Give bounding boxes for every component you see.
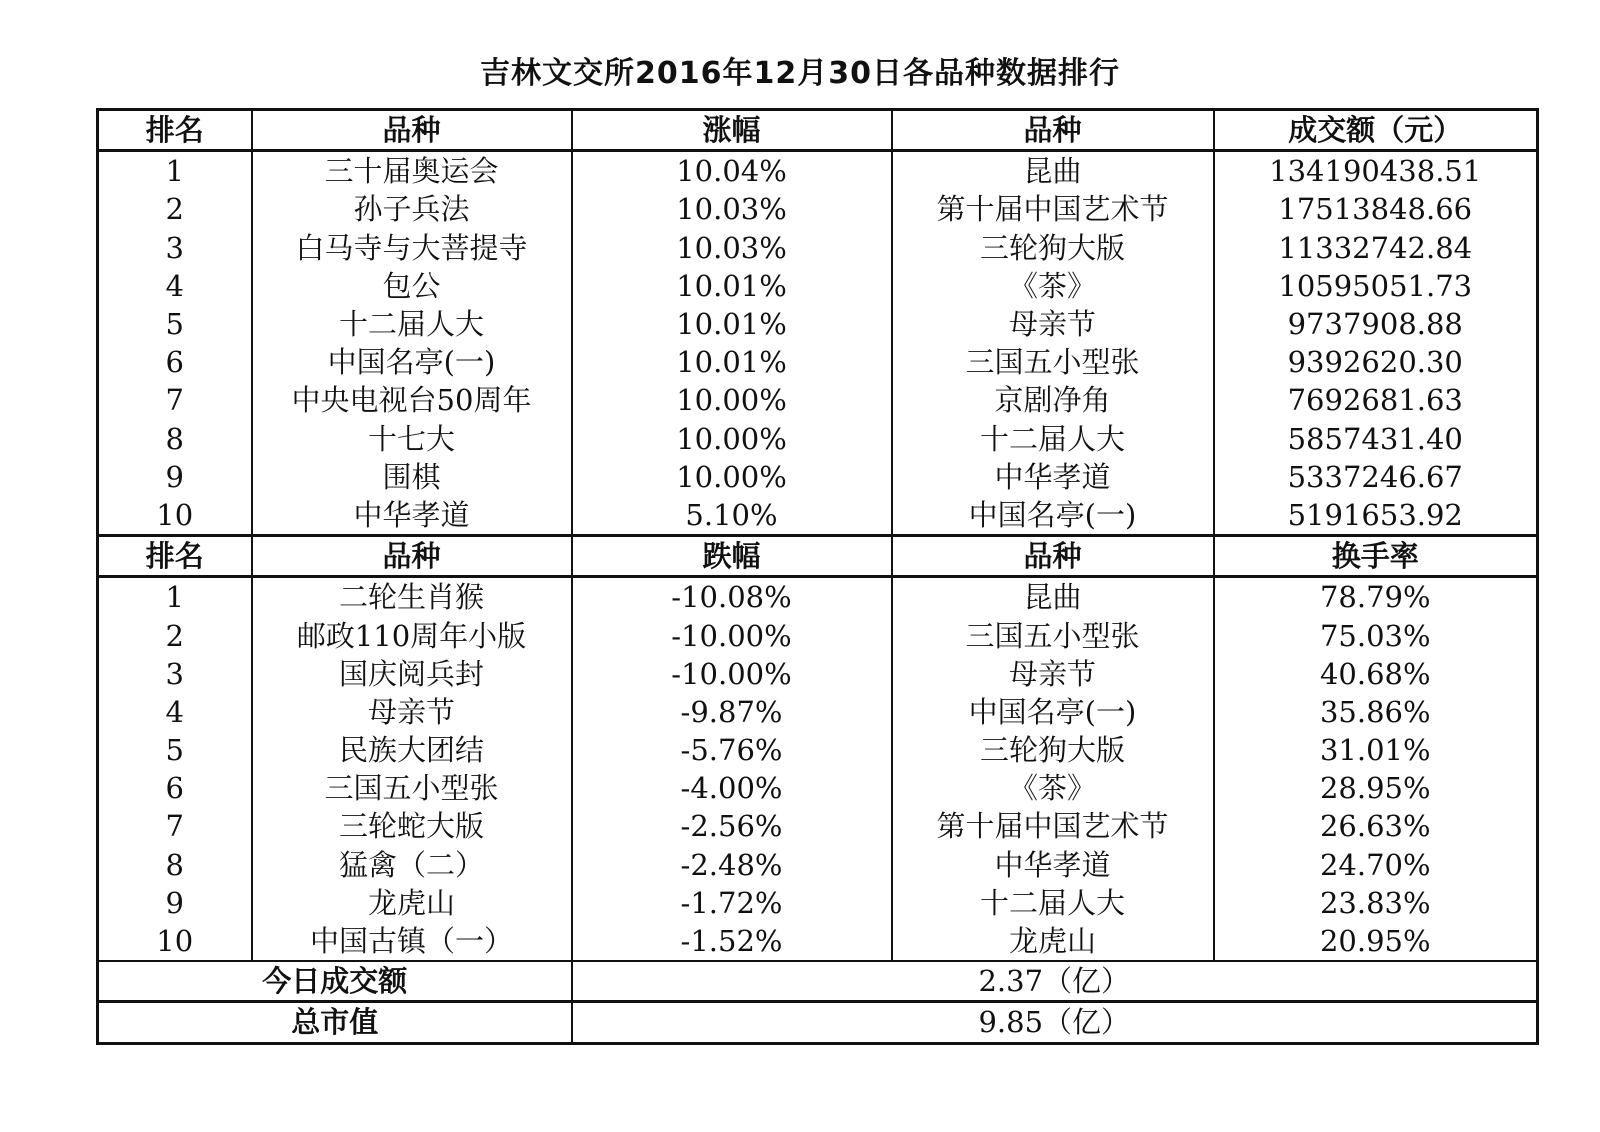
name2-cell: 《茶》: [892, 769, 1214, 807]
name2-cell: 母亲节: [892, 655, 1214, 693]
value-cell: 10595051.73: [1214, 267, 1538, 305]
table-row: [98, 769, 1538, 807]
name-cell: 国庆阅兵封: [252, 655, 572, 693]
table-row: [98, 884, 1538, 922]
rank-cell: 5: [98, 731, 252, 769]
losers-header-row: [98, 536, 1538, 577]
name2-cell: 十二届人大: [892, 884, 1214, 922]
table-row: [98, 305, 1538, 343]
market-cap-row: [98, 1002, 1538, 1043]
rank-cell: 4: [98, 693, 252, 731]
ranking-table: [96, 108, 1539, 1045]
rank-cell: 8: [98, 846, 252, 884]
value-cell: 11332742.84: [1214, 229, 1538, 267]
name-cell: 中国名亭(一): [252, 343, 572, 381]
value-cell: 31.01%: [1214, 731, 1538, 769]
value-cell: 20.95%: [1214, 922, 1538, 961]
change-cell: 10.01%: [572, 267, 892, 305]
name-cell: 白马寺与大菩提寺: [252, 229, 572, 267]
rank-cell: 2: [98, 616, 252, 654]
value-cell: 78.79%: [1214, 577, 1538, 617]
header-value-cell: 成交额（元）: [1214, 110, 1538, 151]
table-row: [98, 577, 1538, 617]
rank-cell: 6: [98, 769, 252, 807]
name-cell: 围棋: [252, 458, 572, 496]
change-cell: -1.52%: [572, 922, 892, 961]
rank-cell: 9: [98, 884, 252, 922]
header-change-cell: 跌幅: [572, 536, 892, 577]
page-title: 吉林文交所2016年12月30日各品种数据排行: [480, 56, 1120, 91]
table-row: [98, 496, 1538, 536]
name2-cell: 第十届中国艺术节: [892, 190, 1214, 228]
header-change-cell: 涨幅: [572, 110, 892, 151]
name-cell: 猛禽（二）: [252, 846, 572, 884]
table-row: [98, 807, 1538, 845]
value-cell: 40.68%: [1214, 655, 1538, 693]
today-volume-row-label: 今日成交额: [98, 961, 572, 1002]
value-cell: 35.86%: [1214, 693, 1538, 731]
name-cell: 中央电视台50周年: [252, 381, 572, 419]
name-cell: 十七大: [252, 420, 572, 458]
name-cell: 中华孝道: [252, 496, 572, 536]
value-cell: 23.83%: [1214, 884, 1538, 922]
gainers-header-row: [98, 110, 1538, 151]
change-cell: 10.00%: [572, 381, 892, 419]
header-value-cell: 换手率: [1214, 536, 1538, 577]
value-cell: 26.63%: [1214, 807, 1538, 845]
name-cell: 民族大团结: [252, 731, 572, 769]
change-cell: -2.56%: [572, 807, 892, 845]
table-row: [98, 343, 1538, 381]
rank-cell: 2: [98, 190, 252, 228]
value-cell: 5191653.92: [1214, 496, 1538, 536]
rank-cell: 6: [98, 343, 252, 381]
name2-cell: 中华孝道: [892, 458, 1214, 496]
name2-cell: 昆曲: [892, 577, 1214, 617]
change-cell: -1.72%: [572, 884, 892, 922]
name2-cell: 中国名亭(一): [892, 693, 1214, 731]
name2-cell: 龙虎山: [892, 922, 1214, 961]
name2-cell: 三国五小型张: [892, 343, 1214, 381]
name2-cell: 《茶》: [892, 267, 1214, 305]
value-cell: 75.03%: [1214, 616, 1538, 654]
table-row: [98, 693, 1538, 731]
rank-cell: 10: [98, 922, 252, 961]
name-cell: 母亲节: [252, 693, 572, 731]
header-name2-cell: 品种: [892, 110, 1214, 151]
table-row: [98, 731, 1538, 769]
name2-cell: 三轮狗大版: [892, 731, 1214, 769]
name2-cell: 三轮狗大版: [892, 229, 1214, 267]
table-row: [98, 922, 1538, 961]
name-cell: 十二届人大: [252, 305, 572, 343]
header-name-cell: 品种: [252, 536, 572, 577]
value-cell: 28.95%: [1214, 769, 1538, 807]
rank-cell: 4: [98, 267, 252, 305]
name-cell: 邮政110周年小版: [252, 616, 572, 654]
table-row: [98, 229, 1538, 267]
change-cell: 10.03%: [572, 229, 892, 267]
rank-cell: 1: [98, 577, 252, 617]
table-row: [98, 381, 1538, 419]
change-cell: 10.04%: [572, 151, 892, 191]
name2-cell: 中华孝道: [892, 846, 1214, 884]
table-row: [98, 846, 1538, 884]
name2-cell: 母亲节: [892, 305, 1214, 343]
today-volume-row-value: 2.37（亿）: [572, 961, 1538, 1002]
change-cell: -10.00%: [572, 655, 892, 693]
rank-cell: 3: [98, 655, 252, 693]
header-rank-cell: 排名: [98, 110, 252, 151]
table-row: [98, 190, 1538, 228]
name-cell: 二轮生肖猴: [252, 577, 572, 617]
value-cell: 134190438.51: [1214, 151, 1538, 191]
today-volume-row: [98, 961, 1538, 1002]
name-cell: 龙虎山: [252, 884, 572, 922]
table-row: [98, 616, 1538, 654]
value-cell: 24.70%: [1214, 846, 1538, 884]
header-name2-cell: 品种: [892, 536, 1214, 577]
name-cell: 包公: [252, 267, 572, 305]
name-cell: 中国古镇（一）: [252, 922, 572, 961]
change-cell: 10.01%: [572, 305, 892, 343]
value-cell: 17513848.66: [1214, 190, 1538, 228]
change-cell: 10.00%: [572, 458, 892, 496]
name-cell: 三国五小型张: [252, 769, 572, 807]
market-cap-row-label: 总市值: [98, 1002, 572, 1043]
change-cell: -4.00%: [572, 769, 892, 807]
name2-cell: 中国名亭(一): [892, 496, 1214, 536]
rank-cell: 5: [98, 305, 252, 343]
rank-cell: 1: [98, 151, 252, 191]
change-cell: 10.03%: [572, 190, 892, 228]
name2-cell: 昆曲: [892, 151, 1214, 191]
rank-cell: 7: [98, 807, 252, 845]
header-rank-cell: 排名: [98, 536, 252, 577]
name2-cell: 三国五小型张: [892, 616, 1214, 654]
change-cell: -5.76%: [572, 731, 892, 769]
table-row: [98, 655, 1538, 693]
table-row: [98, 151, 1538, 191]
change-cell: -2.48%: [572, 846, 892, 884]
change-cell: 10.00%: [572, 420, 892, 458]
value-cell: 5337246.67: [1214, 458, 1538, 496]
name2-cell: 第十届中国艺术节: [892, 807, 1214, 845]
change-cell: -10.08%: [572, 577, 892, 617]
change-cell: -9.87%: [572, 693, 892, 731]
value-cell: 7692681.63: [1214, 381, 1538, 419]
rank-cell: 7: [98, 381, 252, 419]
value-cell: 9737908.88: [1214, 305, 1538, 343]
name-cell: 三轮蛇大版: [252, 807, 572, 845]
name-cell: 三十届奥运会: [252, 151, 572, 191]
name2-cell: 京剧净角: [892, 381, 1214, 419]
market-cap-row-value: 9.85（亿）: [572, 1002, 1538, 1043]
table-row: [98, 420, 1538, 458]
rank-cell: 10: [98, 496, 252, 536]
name2-cell: 十二届人大: [892, 420, 1214, 458]
change-cell: 5.10%: [572, 496, 892, 536]
name-cell: 孙子兵法: [252, 190, 572, 228]
change-cell: -10.00%: [572, 616, 892, 654]
rank-cell: 8: [98, 420, 252, 458]
value-cell: 9392620.30: [1214, 343, 1538, 381]
rank-cell: 3: [98, 229, 252, 267]
table-row: [98, 267, 1538, 305]
table-row: [98, 458, 1538, 496]
value-cell: 5857431.40: [1214, 420, 1538, 458]
change-cell: 10.01%: [572, 343, 892, 381]
rank-cell: 9: [98, 458, 252, 496]
header-name-cell: 品种: [252, 110, 572, 151]
